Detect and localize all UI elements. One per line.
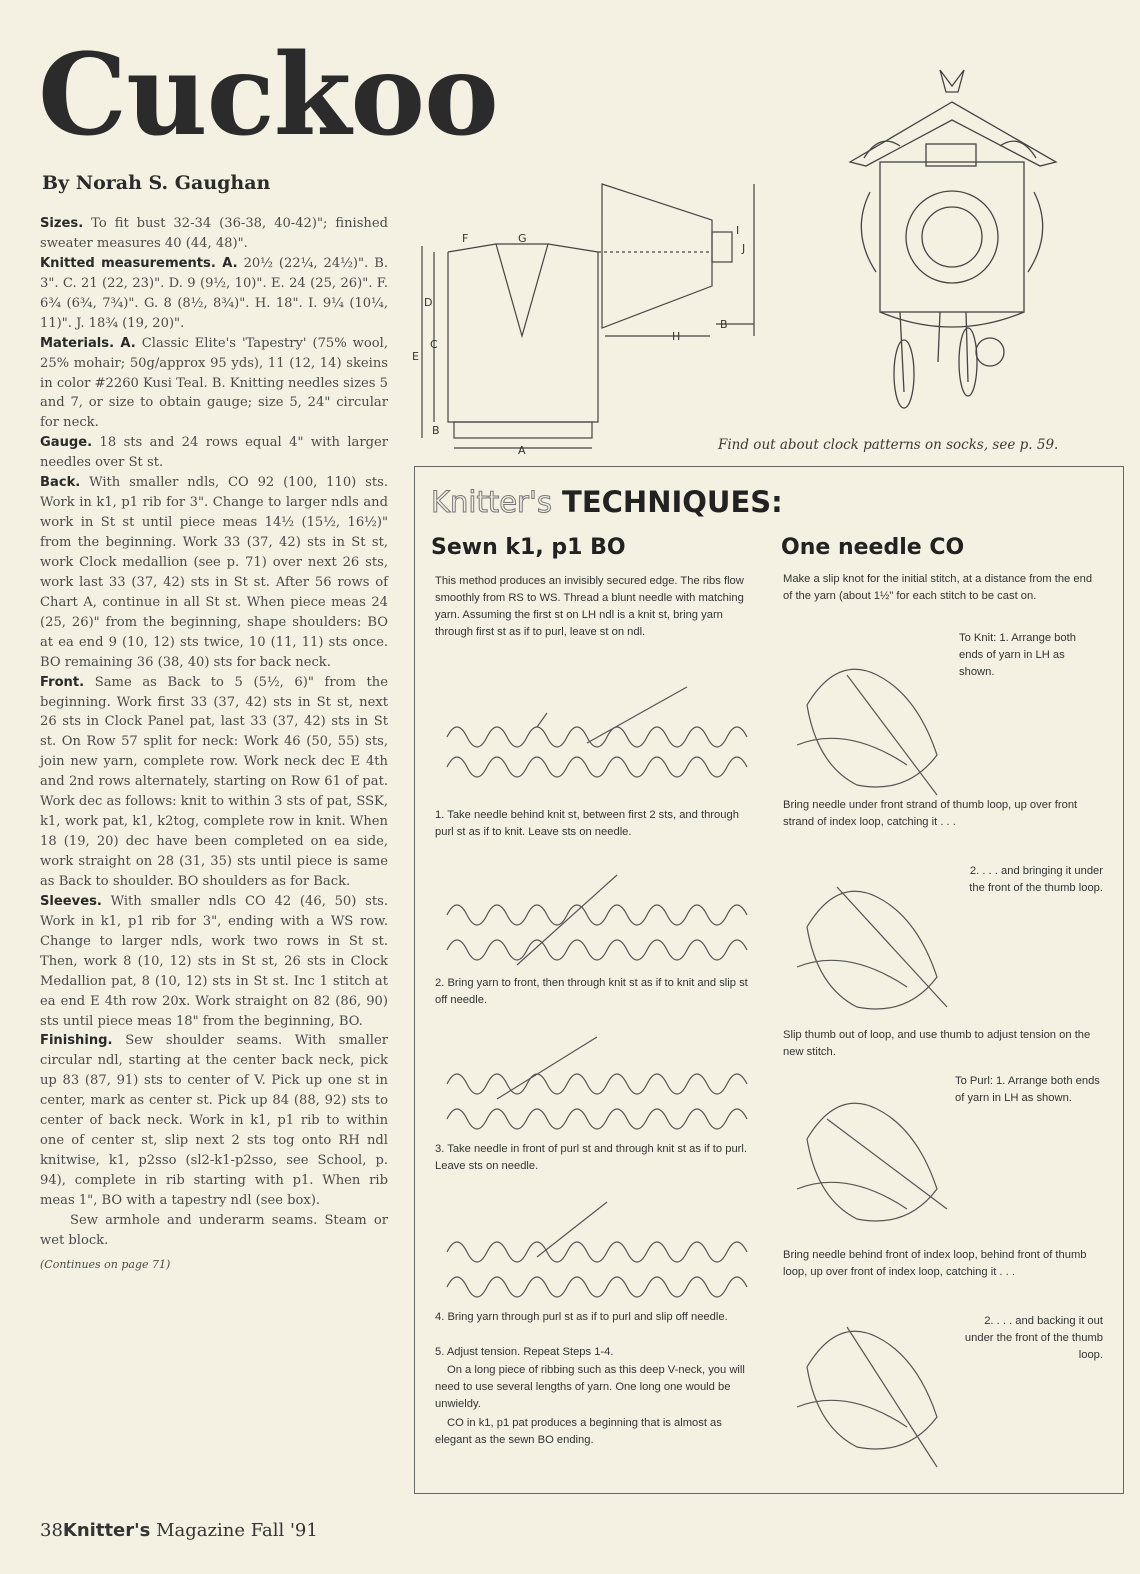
- sewn-step2: 2. Bring yarn to front, then through knit st as if to knit and slip st off needle.: [435, 977, 748, 1006]
- one-needle-co-title: One needle CO: [781, 535, 965, 560]
- label-d: D: [424, 296, 433, 309]
- one-needle-co-intro: Make a slip knot for the initial stitch, at a distance from the end of the yarn (about 1½" for each stitch to be cast on.: [783, 573, 1093, 602]
- label-i: I: [736, 224, 740, 237]
- finishing-section: Finishing. Sew shoulder seams. With smaller circular ndl, starting at the center back neck, pick up 83 (87, 91) sts to center of V. Pick up one st in center, mark as center st. Pick up 84 (88, 92) sts to center of back neck. Work in k1, p1 rib to within one of center st, slip next 2 sts tog onto RH ndl knitwise, k1, p2sso (sl2-k1-p2sso, see School, p. 94), complete in rib starting with p1. When rib meas 1", BO with a tapestry ndl (see box).: [40, 1033, 388, 1208]
- label-f: F: [462, 232, 469, 245]
- purl-bring-needle: Bring needle behind front of index loop, behind front of thumb loop, up over front of index loop, catching it . . .: [783, 1249, 1087, 1278]
- sweater-schematic: [410, 176, 770, 466]
- label-b2: B: [720, 318, 728, 331]
- materials-section: Materials. A. Classic Elite's 'Tapestry' (75% wool, 25% mohair; 50g/approx 95 yds), 11 (12, 14) skeins in color #2260 Kusi Teal. B. Knitting needles sizes 5 and 7, or size to obtain gauge; size 5, 24" circular for neck.: [40, 335, 388, 431]
- to-knit-step1: To Knit: 1. Arrange both ends of yarn in LH as shown.: [959, 632, 1076, 678]
- techniques-brand: Knitter's: [431, 485, 553, 519]
- clock-caption: Find out about clock patterns on socks, see p. 59.: [718, 437, 1059, 453]
- purl-hand-illustration-1: [787, 1079, 967, 1239]
- issue-date: Fall '91: [250, 1520, 318, 1541]
- label-j: J: [742, 242, 746, 255]
- knit-hand-illustration-1: [787, 645, 967, 805]
- front-section: Front. Same as Back to 5 (5½, 6)" from the beginning. Work first 33 (37, 42) sts in St st, next 26 sts in Clock Panel pat, last 33 (37, 42) sts in St st. On Row 57 split for neck: Work 46 (50, 55) sts, join new yarn, complete row. Work neck dec E 4th and 2nd rows alternately, starting on Row 61 of pat. Work dec as follows: knit to within 3 sts of pat, SSK, k1, work pat, k1, k2tog, complete row in knit. When 18 (19, 20) dec have been completed on ea side, work straight on 28 (31, 35) sts until piece is same as Back to shoulder. BO shoulders as for Back.: [40, 674, 388, 889]
- sewn-bo-intro: This method produces an invisibly secured edge. The ribs flow smoothly from RS to WS. Thread a blunt needle with matching yarn. Assuming the first st on LH ndl is a knit st, bring yarn through first st as if to purl, leave st on ndl.: [435, 575, 744, 638]
- label-b1: B: [432, 424, 440, 437]
- purl-hand-illustration-2: [787, 1307, 967, 1477]
- page-footer: [40, 1520, 318, 1541]
- sleeves-section: Sleeves. With smaller ndls CO 42 (46, 50) sts. Work in k1, p1 rib for 3", ending with a WS row. Change to larger ndls, work two rows in St st. Then, work 8 (10, 12) sts in St st, 26 sts in Clock Medallion pat, 8 (10, 12) sts in St st. Inc 1 stitch at ea end E 4th row 20x. Work straight on 82 (86, 90) sts until piece meas 18" from the beginning, BO.: [40, 893, 388, 1029]
- to-purl-step2: 2. . . . and backing it out under the front of the thumb loop.: [964, 1315, 1103, 1361]
- sewn-step4: 4. Bring yarn through purl st as if to purl and slip off needle.: [435, 1311, 728, 1323]
- page-number: 38: [40, 1520, 63, 1541]
- byline: By Norah S. Gaughan: [42, 172, 271, 194]
- pattern-instructions: [40, 214, 388, 1275]
- techniques-box: [414, 466, 1124, 1494]
- sewn-step2-illustration: [437, 865, 757, 985]
- sewn-note1: On a long piece of ribbing such as this deep V-neck, you will need to use several lengths of yarn. One long one would be unwieldy.: [435, 1364, 745, 1410]
- measurements-section: Knitted measurements. A. 20½ (22¼, 24½)". B. 3". C. 21 (22, 23)". D. 9 (9½, 10)". E. 24 (25, 26)". F. 6¾ (6¾, 7¾)". G. 8 (8½, 8¾)". H. 18". I. 9¼ (10¼, 11)". J. 18¾ (19, 20)".: [40, 255, 388, 331]
- sizes-section: Sizes. To fit bust 32-34 (36-38, 40-42)"; finished sweater measures 40 (44, 48)".: [40, 216, 388, 251]
- magazine-word: Magazine: [156, 1520, 245, 1541]
- label-h: H: [672, 330, 681, 343]
- sewn-step1-illustration: [437, 677, 757, 807]
- continues-note: (Continues on page 71): [40, 1257, 171, 1271]
- cuckoo-clock-illustration: [840, 62, 1070, 422]
- sewn-step5: 5. Adjust tension. Repeat Steps 1-4.: [435, 1346, 614, 1358]
- back-section: Back. With smaller ndls, CO 92 (100, 110) sts. Work in k1, p1 rib for 3". Change to larger ndls and work in St st until piece meas 14½ (15½, 16½)" from the beginning. Work 33 (37, 42) sts in St st, work Clock medallion (see p. 71) over next 26 sts, work last 33 (37, 42) sts in St st. After 56 rows of Chart A, continue in all St st. When piece meas 24 (25, 26)" from the beginning, shape shoulders: BO at ea end 9 (10, 12) sts twice, 10 (11, 11) sts once. BO remaining 36 (38, 40) sts for back neck.: [40, 475, 388, 670]
- sewn-step3: 3. Take needle in front of purl st and through knit st as if to purl. Leave sts on needle.: [435, 1143, 747, 1172]
- label-a: A: [518, 444, 526, 457]
- knit-bring-needle: Bring needle under front strand of thumb loop, up over front strand of index loop, catching it . . .: [783, 799, 1078, 828]
- techniques-heading: [431, 485, 783, 519]
- label-c: C: [430, 338, 438, 351]
- gauge-section: Gauge. 18 sts and 24 rows equal 4" with larger needles over St st.: [40, 435, 388, 471]
- label-g: G: [518, 232, 527, 245]
- magazine-brand: Knitter's: [62, 1520, 151, 1541]
- slip-thumb: Slip thumb out of loop, and use thumb to adjust tension on the new stitch.: [783, 1029, 1091, 1058]
- techniques-title: TECHNIQUES:: [562, 485, 783, 519]
- sewn-note2: CO in k1, p1 pat produces a beginning that is almost as elegant as the sewn BO ending.: [435, 1417, 722, 1446]
- label-e: E: [412, 350, 419, 363]
- sewn-step4-illustration: [437, 1197, 757, 1307]
- page-title: Cuckoo: [38, 30, 498, 161]
- sewn-step1: 1. Take needle behind knit st, between first 2 sts, and through purl st as if to knit. Leave sts on needle.: [435, 809, 739, 838]
- sewn-step3-illustration: [437, 1029, 757, 1139]
- knit-hand-illustration-2: [787, 867, 967, 1027]
- to-purl-step1: To Purl: 1. Arrange both ends of yarn in LH as shown.: [955, 1075, 1100, 1104]
- closing-text: Sew armhole and underarm seams. Steam or wet block.: [40, 1212, 388, 1248]
- sewn-bo-title: Sewn k1, p1 BO: [431, 535, 626, 560]
- to-knit-step2: 2. . . . and bringing it under the front of the thumb loop.: [969, 865, 1103, 894]
